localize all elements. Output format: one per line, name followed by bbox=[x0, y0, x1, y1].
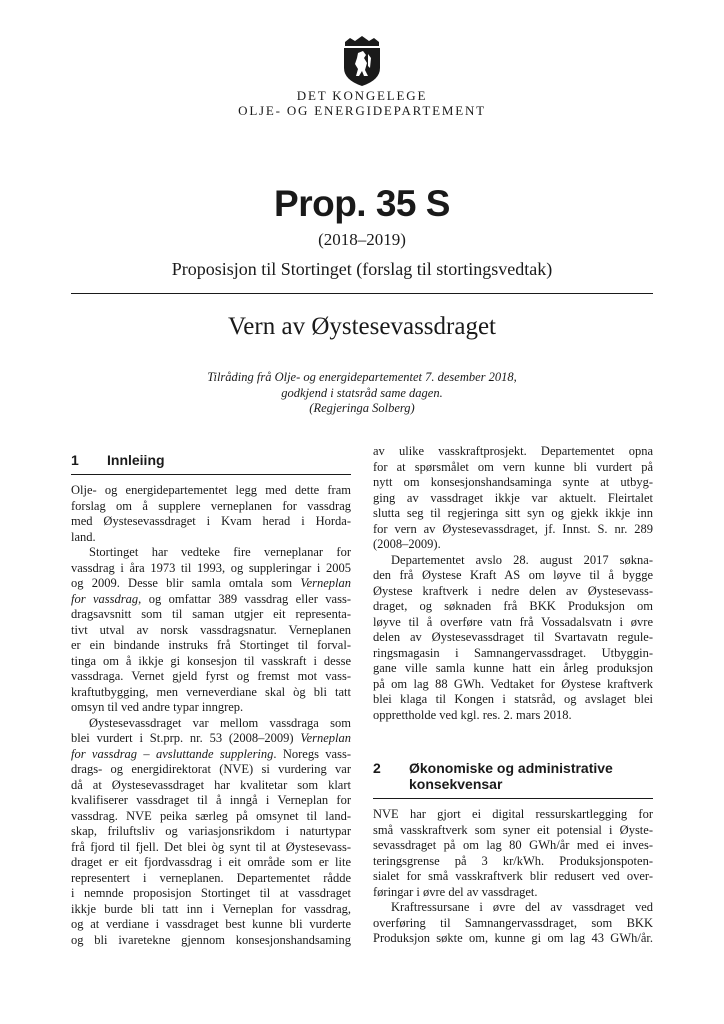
document-title: Vern av Øystesevassdraget bbox=[228, 313, 496, 340]
paragraph: Øystesevassdraget var mellom vassdraga som blei vurdert i St.prp. nr. 53 (2008–2009) Verneplan for vassdrag – avsluttande supplering. Noregs vass- drags- og energidirektorat (NVE) si vurdering var då at Øystesevassdraget har kvalitetar som klart kvalifiserer vassdraget til å inngå i Verneplan for vassdrag. NVE peika særleg på omsynet til land- skap, friluftsliv og variasjonsrikdom i naturtypar frå fjord til fjell. Det blei òg synt til at Øystesevass- draget er eit fjordvassdrag i eit område som er lite representert i verneplanen. Departementet rådde i nemnde proposisjon Stortinget til at vassdraget ikkje burde bli tatt inn i Verneplan for vassdrag, og at verdiane i vassdraget best kunne bli vurderte og bli ivaretekne gjennom konsesjonshandsaming bbox=[71, 715, 351, 947]
section-1-heading bbox=[71, 452, 351, 475]
ministry-name-line2: OLJE- OG ENERGIDEPARTEMENT bbox=[238, 103, 486, 118]
paragraph: Stortinget har vedteke fire verneplanar for vassdrag i åra 1973 til 1993, og suppleringar i 2005 og 2009. Desse blir samla omtala som Verneplan for vassdrag, og omfattar 389 vassdrag eller vass- dragsavsnitt som til saman utgjer eit representa- tivt utval av norsk vassdragsnatur. Verneplanen er ein bindande instruks frå Stortinget til forval- tinga om å ikkje gi konsesjon til vasskraft i desse vassdraga. Vernet gjeld fyrst og fremst mot vass- kraftutbygging, men verneverdiane skal òg bli tatt omsyn til ved andre typar inngrep. bbox=[71, 545, 351, 714]
section-number: 2 bbox=[373, 760, 381, 776]
section-2-heading bbox=[373, 760, 653, 799]
section-title: Innleiing bbox=[107, 452, 165, 468]
paragraph: Departementet avslo 28. august 2017 søkna- den frå Øystese Kraft AS om løyve til å bygge Øystese kraftverk i nedre delen av Øystesevass- draget, og søknaden frå BKK Produksjon om løyve til å overføre vatn frå Vossadalsvatn i øvre delen av Øystesevassdraget til Svartavatn regule- ringsmagasin i Samnangervassdraget. Utbyggin- gane ville samla kunne hatt ein årleg produksjon på om lag 88 GWh. Vedtaket for Øystese kraftverk blei klaga til Kongen i statsråd, og avslaget blei opprettholde ved kgl. res. 2. mars 2018. bbox=[373, 552, 653, 722]
norwegian-coat-of-arms-icon bbox=[341, 36, 383, 86]
approval-line: Tilråding frå Olje- og energidepartementet 7. desember 2018, bbox=[207, 370, 517, 384]
section-number: 1 bbox=[71, 452, 79, 468]
paragraph: Kraftressursane i øvre del av vassdraget ved overføring til Samnangervassdraget, som BKK Produksjon søkte om, kunne gi om lag 43 GWh/år. bbox=[373, 900, 653, 945]
header-divider bbox=[71, 293, 653, 294]
section-title: Økonomiske og administrative konsekvensar bbox=[409, 760, 613, 792]
paragraph: Olje- og energidepartementet legg med dette fram forslag om å supplere verneplanen for vassdrag med Øystesevassdraget i Kvam herad i Horda- land. bbox=[71, 483, 351, 544]
left-column bbox=[71, 452, 351, 948]
proposition-number: Prop. 35 S bbox=[274, 183, 450, 224]
approval-line: godkjend i statsråd same dagen. bbox=[281, 385, 443, 400]
paragraph: NVE har gjort ei digital ressurskartlegging for små vasskraftverk som syner eit potensial i Øyste- sevassdraget på om lag 80 GWh/år med ei inves- teringsgrense på 3 kr/kWh. Produksjonspoten- sialet for små vasskraftverk blir redusert ved over- føringar i øvre del av vassdraget. bbox=[373, 807, 653, 899]
approval-line: (Regjeringa Solberg) bbox=[309, 401, 415, 415]
ministry-name-line1: DET KONGELEGE bbox=[296, 88, 428, 103]
session-years: (2018–2019) bbox=[318, 230, 406, 249]
paragraph: av ulike vasskraftprosjekt. Departementet opna for at spørsmålet om vern kunne bli vurdert på nytt om konsesjonshandsaminga synte at utbyg- ging av vassdraget ikkje var aktuelt. Fleirtalet slutta seg til regjeringa sitt syn og gjekk ikkje inn for vern av Øystesevassdraget, jf. Innst. S. nr. 289 (2008–2009). bbox=[373, 444, 653, 551]
proposition-subtitle: Proposisjon til Stortinget (forslag til stortingsvedtak) bbox=[171, 259, 553, 279]
right-column bbox=[373, 444, 653, 947]
approval-note bbox=[0, 370, 724, 417]
